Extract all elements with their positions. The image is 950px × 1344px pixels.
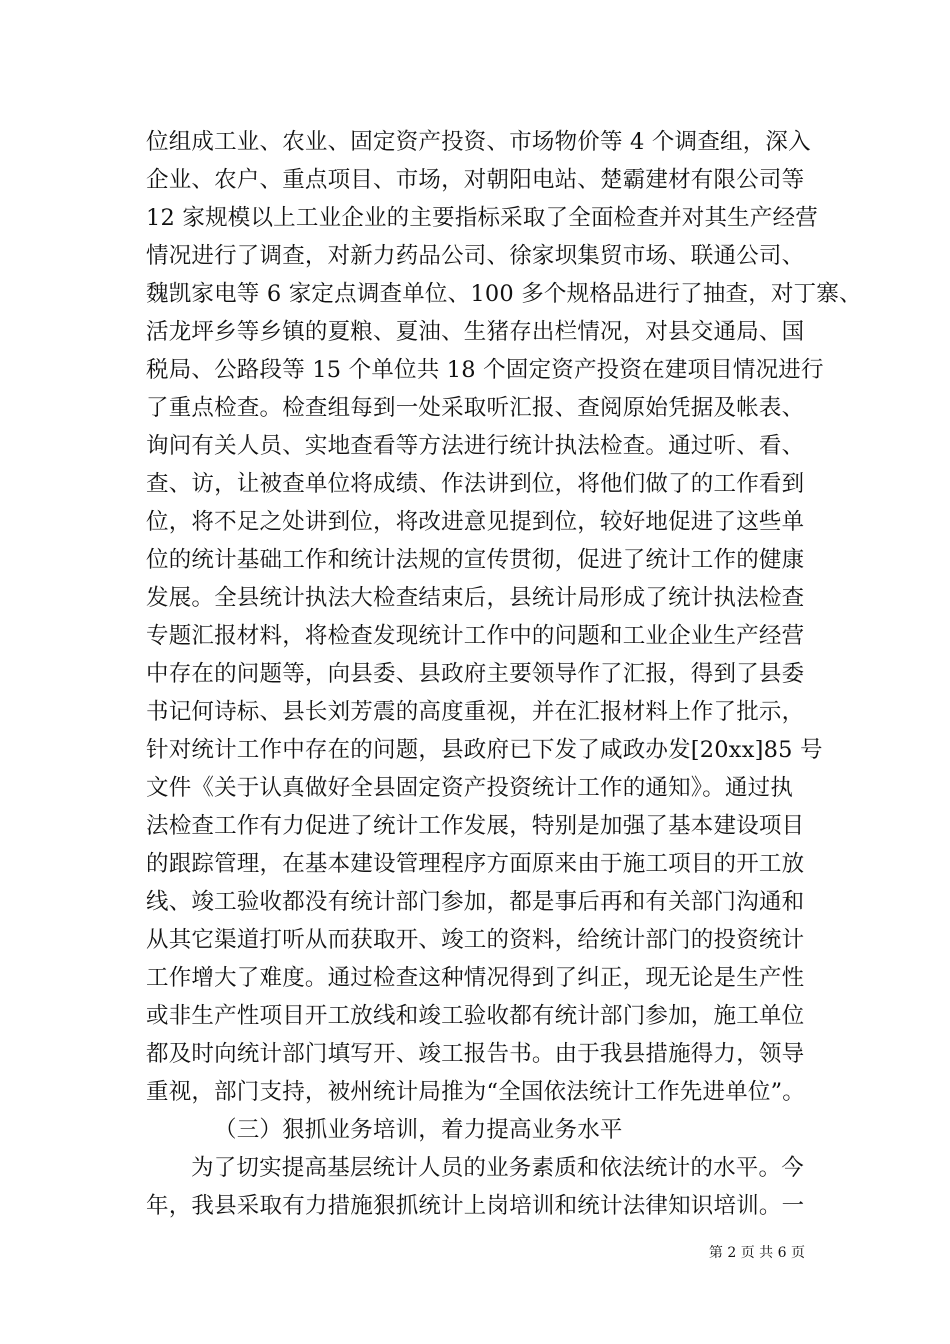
- text-line: 线、竣工验收都没有统计部门参加，都是事后再和有关部门沟通和: [146, 889, 805, 915]
- text-line: 企业、农户、重点项目、市场，对朝阳电站、楚霸建材有限公司等: [146, 167, 805, 193]
- text-line: 从其它渠道打听从而获取开、竣工的资料，给统计部门的投资统计: [146, 927, 805, 953]
- text-line: 活龙坪乡等乡镇的夏粮、夏油、生猪存出栏情况，对县交通局、国: [146, 319, 805, 345]
- text-line: 位的统计基础工作和统计法规的宣传贯彻，促进了统计工作的健康: [146, 547, 805, 573]
- text-line: 情况进行了调查，对新力药品公司、徐家坝集贸市场、联通公司、: [146, 243, 805, 269]
- text-line: 中存在的问题等，向县委、县政府主要领导作了汇报，得到了县委: [146, 661, 805, 687]
- text-line: 都及时向统计部门填写开、竣工报告书。由于我县措施得力，领导: [146, 1041, 805, 1067]
- text-line: 法检查工作有力促进了统计工作发展，特别是加强了基本建设项目: [146, 813, 805, 839]
- text-line: 的跟踪管理，在基本建设管理程序方面原来由于施工项目的开工放: [146, 851, 805, 877]
- page-number-footer: 第 2 页 共 6 页: [708, 1245, 805, 1261]
- section-heading: （三）狠抓业务培训，着力提高业务水平: [214, 1117, 623, 1143]
- text-line: 为了切实提高基层统计人员的业务素质和依法统计的水平。今: [191, 1155, 804, 1181]
- text-line: 重视，部门支持，被州统计局推为“全国依法统计工作先进单位”。: [146, 1079, 806, 1105]
- text-line: 工作增大了难度。通过检查这种情况得到了纠正，现无论是生产性: [146, 965, 805, 991]
- text-line: 查、访，让被查单位将成绩、作法讲到位，将他们做了的工作看到: [146, 471, 805, 497]
- text-line: 了重点检查。检查组每到一处采取听汇报、查阅原始凭据及帐表、: [146, 395, 805, 421]
- text-line: 书记何诗标、县长刘芳震的高度重视，并在汇报材料上作了批示，: [146, 699, 805, 725]
- text-line: 税局、公路段等 15 个单位共 18 个固定资产投资在建项目情况进行: [146, 357, 824, 383]
- text-line: 专题汇报材料，将检查发现统计工作中的问题和工业企业生产经营: [146, 623, 805, 649]
- text-line: 发展。全县统计执法大检查结束后，县统计局形成了统计执法检查: [146, 585, 805, 611]
- text-line: 针对统计工作中存在的问题，县政府已下发了咸政办发[20xx]85 号: [146, 737, 823, 763]
- text-line: 或非生产性项目开工放线和竣工验收都有统计部门参加，施工单位: [146, 1003, 805, 1029]
- text-line: 询问有关人员、实地查看等方法进行统计执法检查。通过听、看、: [146, 433, 805, 459]
- text-line: 12 家规模以上工业企业的主要指标采取了全面检查并对其生产经营: [146, 205, 818, 231]
- text-line: 年，我县采取有力措施狠抓统计上岗培训和统计法律知识培训。一: [146, 1193, 805, 1219]
- text-line: 魏凯家电等 6 家定点调查单位、100 多个规格品进行了抽查，对丁寨、: [146, 281, 862, 307]
- text-line: 位组成工业、农业、固定资产投资、市场物价等 4 个调查组，深入: [146, 129, 811, 155]
- text-line: 位，将不足之处讲到位，将改进意见提到位，较好地促进了这些单: [146, 509, 805, 535]
- text-line: 文件《关于认真做好全县固定资产投资统计工作的通知》。通过执: [146, 775, 794, 801]
